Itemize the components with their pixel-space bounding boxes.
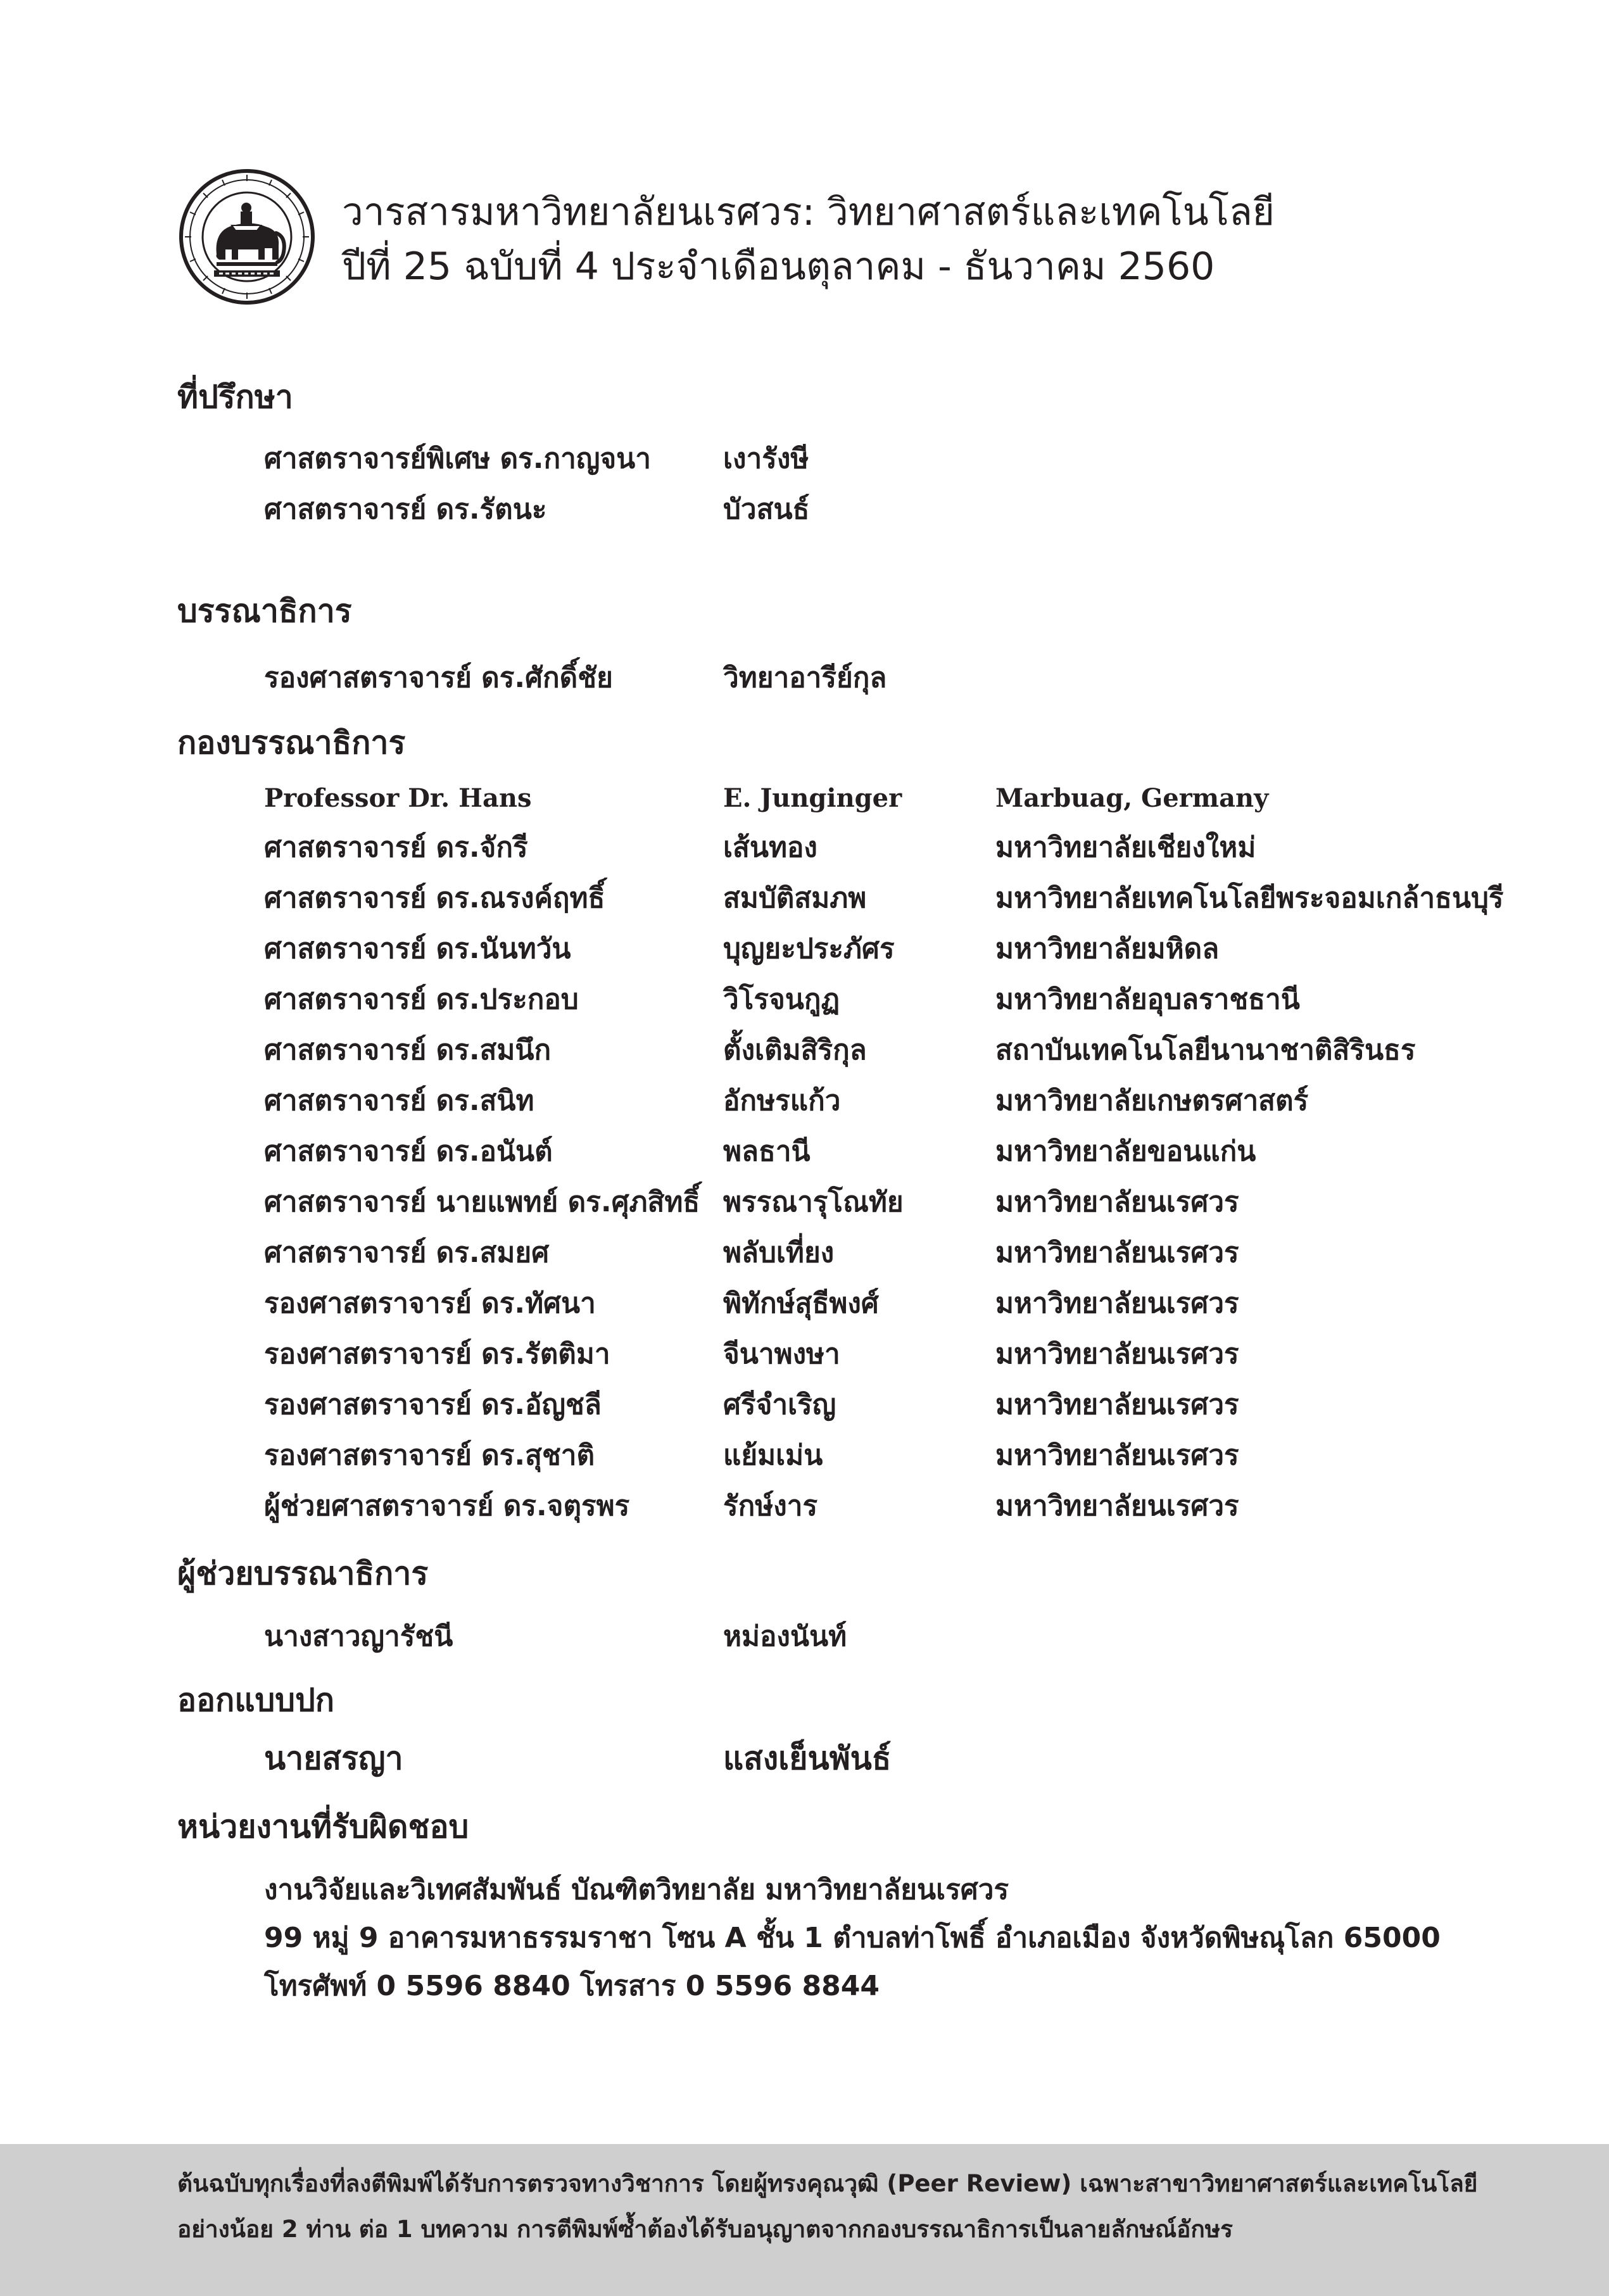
journal-header: [177, 167, 1507, 306]
advisor-name: ศาสตราจารย์พิเศษ ดร.กาญจนา: [264, 443, 651, 475]
board-member-row: [0, 1431, 1609, 1480]
cover-designer-name: นายสรญา: [264, 1740, 403, 1777]
editor-name: รองศาสตราจารย์ ดร.ศักดิ์ชัย: [264, 662, 613, 694]
member-affiliation: มหาวิทยาลัยขอนแก่น: [995, 1135, 1256, 1168]
board-member-row: [0, 1380, 1609, 1430]
advisor-row: [0, 434, 1609, 484]
board-member-row: [0, 1178, 1609, 1227]
member-name: ศาสตราจารย์ ดร.สมยศ: [264, 1237, 550, 1269]
member-name: รองศาสตราจารย์ ดร.รัตติมา: [264, 1338, 610, 1370]
responsible-unit-line: งานวิจัยและวิเทศสัมพันธ์ บัณฑิตวิทยาลัย มหาวิทยาลัยนเรศวร: [264, 1874, 1009, 1906]
assistant-editor-heading: ผู้ช่วยบรรณาธิการ: [177, 1555, 429, 1592]
advisor-row: [0, 485, 1609, 534]
member-affiliation: มหาวิทยาลัยนเรศวร: [995, 1237, 1239, 1269]
member-surname: วิโรจนกูฏ: [723, 983, 840, 1016]
board-member-row: [0, 1076, 1609, 1126]
member-surname: พลับเที่ยง: [723, 1237, 835, 1269]
board-member-row: [0, 823, 1609, 873]
board-member-row: [0, 1330, 1609, 1379]
footer-note-band: [0, 2144, 1609, 2296]
assistant-editor-row: [0, 1612, 1609, 1662]
board-heading: กองบรรณาธิการ: [177, 724, 406, 761]
board-member-row: [0, 1127, 1609, 1176]
member-surname: รักษ์งาร: [723, 1490, 818, 1522]
board-member-row: [0, 1228, 1609, 1278]
member-affiliation: มหาวิทยาลัยเทคโนโลยีพระจอมเกล้าธนบุรี: [995, 882, 1504, 914]
member-surname: E. Junginger: [723, 783, 902, 813]
member-name: ศาสตราจารย์ ดร.สมนึก: [264, 1034, 552, 1066]
member-affiliation: มหาวิทยาลัยนเรศวร: [995, 1186, 1239, 1218]
member-name: ศาสตราจารย์ ดร.สนิท: [264, 1085, 534, 1117]
member-affiliation: มหาวิทยาลัยนเรศวร: [995, 1338, 1239, 1370]
responsible-unit-heading: หน่วยงานที่รับผิดชอบ: [177, 1808, 469, 1845]
member-surname: ตั้งเติมสิริกุล: [723, 1034, 867, 1066]
member-affiliation: มหาวิทยาลัยเชียงใหม่: [995, 831, 1256, 864]
advisors-heading: ที่ปรึกษา: [177, 379, 293, 415]
footer-note-line: ต้นฉบับทุกเรื่องที่ลงตีพิมพ์ได้รับการตรวจทางวิชาการ โดยผู้ทรงคุณวุฒิ (Peer Review) เฉพาะสาขาวิทยาศาสตร์และเทคโนโลยี: [177, 2170, 1478, 2197]
naresuan-university-seal-icon: [177, 167, 317, 306]
editor-surname: วิทยาอารีย์กุล: [723, 662, 887, 694]
cover-designer-surname: แสงเย็นพันธ์: [723, 1740, 892, 1777]
assistant-editor-surname: หม่องนันท์: [723, 1620, 847, 1653]
member-affiliation: มหาวิทยาลัยอุบลราชธานี: [995, 983, 1300, 1016]
member-name: รองศาสตราจารย์ ดร.สุชาติ: [264, 1439, 595, 1472]
member-affiliation: มหาวิทยาลัยนเรศวร: [995, 1389, 1239, 1421]
member-name: ศาสตราจารย์ นายแพทย์ ดร.ศุภสิทธิ์: [264, 1186, 700, 1218]
member-name: ศาสตราจารย์ ดร.นันทวัน: [264, 933, 571, 965]
editor-row: [0, 653, 1609, 703]
assistant-editor-name: นางสาวญารัชนี: [264, 1620, 453, 1653]
advisor-surname: เงารังษี: [723, 443, 809, 475]
member-affiliation: มหาวิทยาลัยนเรศวร: [995, 1490, 1239, 1522]
member-surname: เส้นทอง: [723, 831, 817, 864]
advisor-name: ศาสตราจารย์ ดร.รัตนะ: [264, 493, 547, 526]
member-surname: บุญยะประภัศร: [723, 933, 895, 965]
journal-title: วารสารมหาวิทยาลัยนเรศวร: วิทยาศาสตร์และเทคโนโลยี: [342, 190, 1275, 234]
board-member-row: [0, 1279, 1609, 1328]
member-name: ศาสตราจารย์ ดร.อนันต์: [264, 1135, 553, 1168]
board-member-row: [0, 1482, 1609, 1531]
journal-title-block: [342, 185, 1275, 294]
board-member-row: [0, 774, 1609, 823]
journal-issue: ปีที่ 25 ฉบับที่ 4 ประจำเดือนตุลาคม - ธันวาคม 2560: [342, 244, 1215, 289]
member-name: รองศาสตราจารย์ ดร.ทัศนา: [264, 1287, 596, 1320]
cover-design-row: [0, 1734, 1609, 1783]
member-name: Professor Dr. Hans: [264, 783, 532, 813]
member-surname: พรรณารุโณทัย: [723, 1186, 904, 1218]
member-surname: พลธานี: [723, 1135, 811, 1168]
member-surname: จีนาพงษา: [723, 1338, 840, 1370]
member-name: ผู้ช่วยศาสตราจารย์ ดร.จตุรพร: [264, 1490, 630, 1522]
member-surname: ศรีจำเริญ: [723, 1389, 836, 1421]
member-name: ศาสตราจารย์ ดร.จักรี: [264, 831, 528, 864]
responsible-unit-address: 99 หมู่ 9 อาคารมหาธรรมราชา โซน A ชั้น 1 ตำบลท่าโพธิ์ อำเภอเมือง จังหวัดพิษณุโลก 65000: [264, 1922, 1441, 1954]
member-surname: สมบัติสมภพ: [723, 882, 867, 914]
board-member-row: [0, 1026, 1609, 1075]
responsible-unit-phone: โทรศัพท์ 0 5596 8840 โทรสาร 0 5596 8844: [264, 1970, 880, 2002]
member-affiliation: Marbuag, Germany: [995, 783, 1269, 813]
member-surname: แย้มเม่น: [723, 1439, 823, 1472]
member-name: ศาสตราจารย์ ดร.ประกอบ: [264, 983, 579, 1016]
footer-note-line: อย่างน้อย 2 ท่าน ต่อ 1 บทความ การตีพิมพ์ซ้ำต้องได้รับอนุญาตจากกองบรรณาธิการเป็นลายลักษณ์อักษร: [177, 2216, 1234, 2243]
board-member-row: [0, 924, 1609, 974]
board-member-row: [0, 975, 1609, 1025]
board-member-row: [0, 874, 1609, 923]
member-affiliation: มหาวิทยาลัยเกษตรศาสตร์: [995, 1085, 1309, 1117]
member-affiliation: มหาวิทยาลัยมหิดล: [995, 933, 1220, 965]
member-surname: พิทักษ์สุธีพงศ์: [723, 1287, 879, 1320]
member-name: รองศาสตราจารย์ ดร.อัญชลี: [264, 1389, 602, 1421]
member-affiliation: มหาวิทยาลัยนเรศวร: [995, 1287, 1239, 1320]
member-affiliation: สถาบันเทคโนโลยีนานาชาติสิรินธร: [995, 1034, 1416, 1066]
member-name: ศาสตราจารย์ ดร.ณรงค์ฤทธิ์: [264, 882, 605, 914]
cover-design-heading: ออกแบบปก: [177, 1682, 335, 1719]
editor-heading: บรรณาธิการ: [177, 593, 352, 629]
member-affiliation: มหาวิทยาลัยนเรศวร: [995, 1439, 1239, 1472]
member-surname: อักษรแก้ว: [723, 1085, 841, 1117]
advisor-surname: บัวสนธ์: [723, 493, 810, 526]
